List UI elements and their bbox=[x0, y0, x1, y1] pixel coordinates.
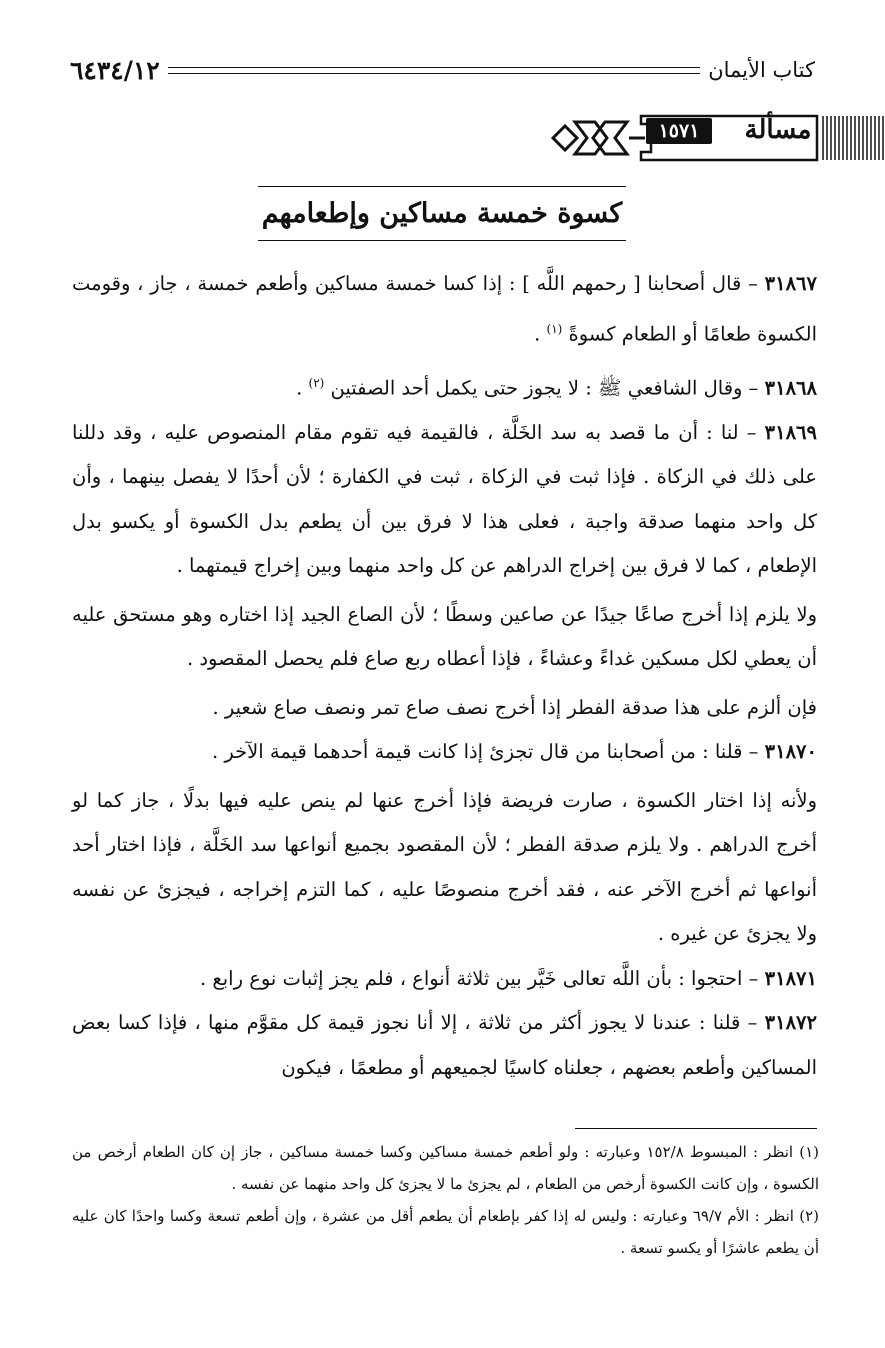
section-title: كسوة خمسة مساكين وإطعامهم bbox=[261, 198, 623, 229]
title-rule-bottom bbox=[258, 240, 626, 241]
page-number: ٦٤٣٤/١٢ bbox=[70, 55, 160, 85]
paragraph: ٣١٨٧٠ – قلنا : من أصحابنا من قال تجزئ إذا كانت قيمة أحدهما قيمة الآخر . bbox=[211, 740, 817, 763]
title-rule-top bbox=[258, 186, 626, 187]
paragraph: ولا يلزم إذا أخرج صاعًا جيدًا عن صاعين وسطًا ؛ لأن الصاع الجيد إذا اختاره وهو مستحق عليه أن يعطي لكل مسكين غداءً وعشاءً ، فإذا أعطاه ربع صاع فلم يحصل المقصود . bbox=[72, 602, 817, 670]
paragraph: ٣١٨٦٨ – وقال الشافعي ﷺ : لا يجوز حتى يكمل أحد الصفتين $^{(٢)}$ . bbox=[296, 375, 817, 399]
body-text bbox=[72, 262, 817, 1090]
header-rule bbox=[168, 67, 701, 74]
paragraph: ٣١٨٧٢ – قلنا : عندنا لا يجوز أكثر من ثلاثة ، إلا أنا نجوز قيمة كل مقوَّم منها ، فإذا كسا بعض المساكين وأطعم بعضهم ، جعلناه كاسيًا لجميعهم أو مطعمًا ، فيكون bbox=[72, 1011, 817, 1079]
paragraph: فإن ألزم على هذا صدقة الفطر إذا أخرج نصف صاع تمر ونصف صاع شعير . bbox=[212, 695, 817, 719]
banner-ornament-icon bbox=[545, 112, 885, 164]
paragraph: ٣١٨٧١ – احتجوا : بأن اللَّه تعالى خَيَّر بين ثلاثة أنواع ، فلم يجز إثبات نوع رابع . bbox=[199, 966, 817, 990]
footnote: (٢) انظر : الأم ٦٩/٧ وعبارته : وليس له إذا كفر بإطعام أن يطعم أقل من عشرة ، وإن أطعم تسعة وكسا واحدًا كان عليه أن يطعم عاشرًا أو يكسو تسعة . bbox=[72, 1207, 819, 1257]
footnote: (١) انظر : المبسوط ١٥٢/٨ وعبارته : ولو أطعم خمسة مساكين وكسا خمسة مساكين ، جاز إن كان الطعام أرخص من الكسوة ، وإن كانت الكسوة أرخص من الطعام ، لم يجزئ ما لا يجزئ كل واحد منهما عن نفسه . bbox=[72, 1143, 819, 1193]
footnotes bbox=[72, 1136, 819, 1264]
paragraph: ولأنه إذا اختار الكسوة ، صارت فريضة فإذا أخرج عنها لم ينص عليه فيها بدلًا ، جاز كما لو أخرج الدراهم . ولا يلزم صدقة الفطر ؛ لأن المقصود بجميع أنواعها سد الخَلَّة ، فإذا اختار أحد أنواعها ثم أخرج الآخر عنه ، فقد أخرج منصوصًا عليه ، كما التزم إخراجه ، فيجزئ عن نفسه ولا يجزئ عن غيره . bbox=[72, 788, 817, 945]
book-title: كتاب الأيمان bbox=[708, 58, 815, 82]
masala-banner bbox=[545, 112, 885, 164]
masala-number: ١٥٧١ bbox=[646, 118, 712, 144]
footnote-ref: (٢) bbox=[308, 375, 325, 390]
footnote-ref: (١) bbox=[546, 321, 563, 336]
masala-label: مسألة bbox=[744, 115, 812, 145]
footnote-rule bbox=[575, 1128, 817, 1129]
paragraph: ٣١٨٦٩ – لنا : أن ما قصد به سد الخَلَّة ، فالقيمة فيه تقوم مقام المنصوص عليه ، وقد دللنا على ذلك في الزكاة . فإذا ثبت في الزكاة ، ثبت في الكفارة ؛ لأن أحدًا لا يفصل بينهما ، وأن كل واحد منهما صدقة واجبة ، فعلى هذا لا فرق بين أن يطعم بدل الكسوة أو يكسو بدل الإطعام ، كما لا فرق بين إخراج الدراهم عن كل واحد منهما وبين إخراج قيمتهما . bbox=[72, 420, 817, 577]
running-header bbox=[70, 52, 815, 88]
paragraph: ٣١٨٦٧ – قال أصحابنا [ رحمهم اللَّه ] : إذا كسا خمسة مساكين وأطعم خمسة ، جاز ، وقومت الكسوة طعامًا أو الطعام كسوةً $^{(١)}$ . bbox=[72, 272, 817, 345]
